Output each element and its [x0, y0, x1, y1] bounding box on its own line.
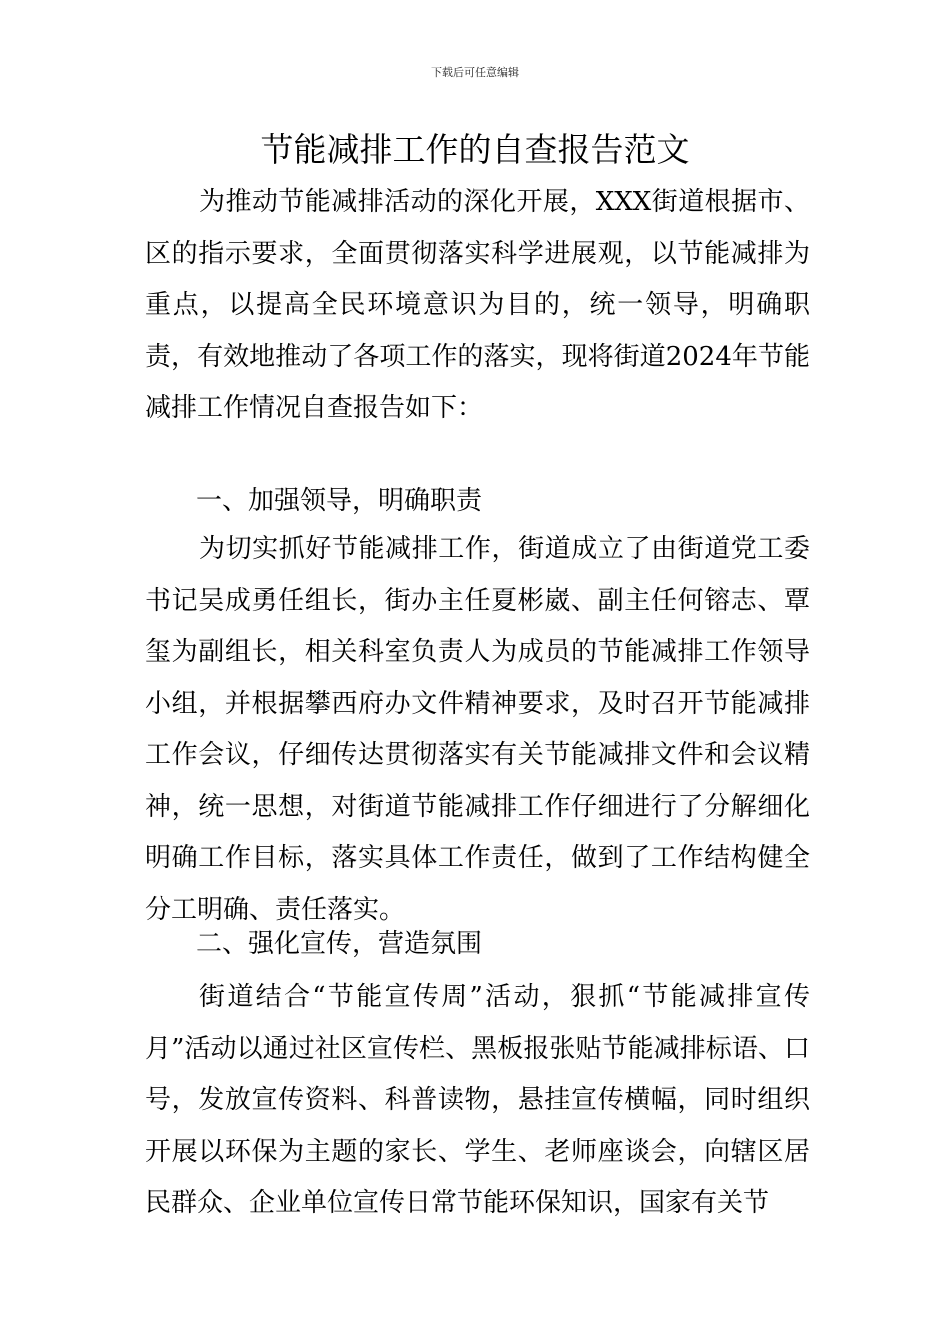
- document-title: 节能减排工作的自查报告范文: [260, 130, 690, 169]
- intro-paragraph: 为推动节能减排活动的深化开展，XXX街道根据市、区的指示要求，全面贯彻落实科学进展观，以节能减排为重点，以提高全民环境意识为目的，统一领导，明确职责，有效地推动了各项工作的落实，现将街道2024年节能减排工作情况自查报告如下：: [145, 187, 810, 423]
- header-note: 下载后可任意编辑: [431, 66, 519, 79]
- section-2-heading: 二、强化宣传，营造氛围: [196, 929, 483, 959]
- section-2-paragraph: 街道结合“节能宣传周”活动，狠抓“节能减排宣传月”活动以通过社区宣传栏、黑板报张贴节能减排标语、口号，发放宣传资料、科普读物，悬挂宣传横幅，同时组织开展以环保为主题的家长、学生、老师座谈会，向辖区居民群众、企业单位宣传日常节能环保知识，国家有关节: [145, 982, 810, 1218]
- section-1-paragraph: 为切实抓好节能减排工作，街道成立了由街道党工委书记吴成勇任组长，街办主任夏彬崴、副主任何镕志、覃玺为副组长，相关科室负责人为成员的节能减排工作领导小组，并根据攀西府办文件精神要求，及时召开节能减排工作会议，仔细传达贯彻落实有关节能减排文件和会议精神，统一思想，对街道节能减排工作仔细进行了分解细化明确工作目标，落实具体工作责任，做到了工作结构健全分工明确、责任落实。: [145, 534, 810, 925]
- section-1-heading: 一、加强领导，明确职责: [196, 486, 483, 516]
